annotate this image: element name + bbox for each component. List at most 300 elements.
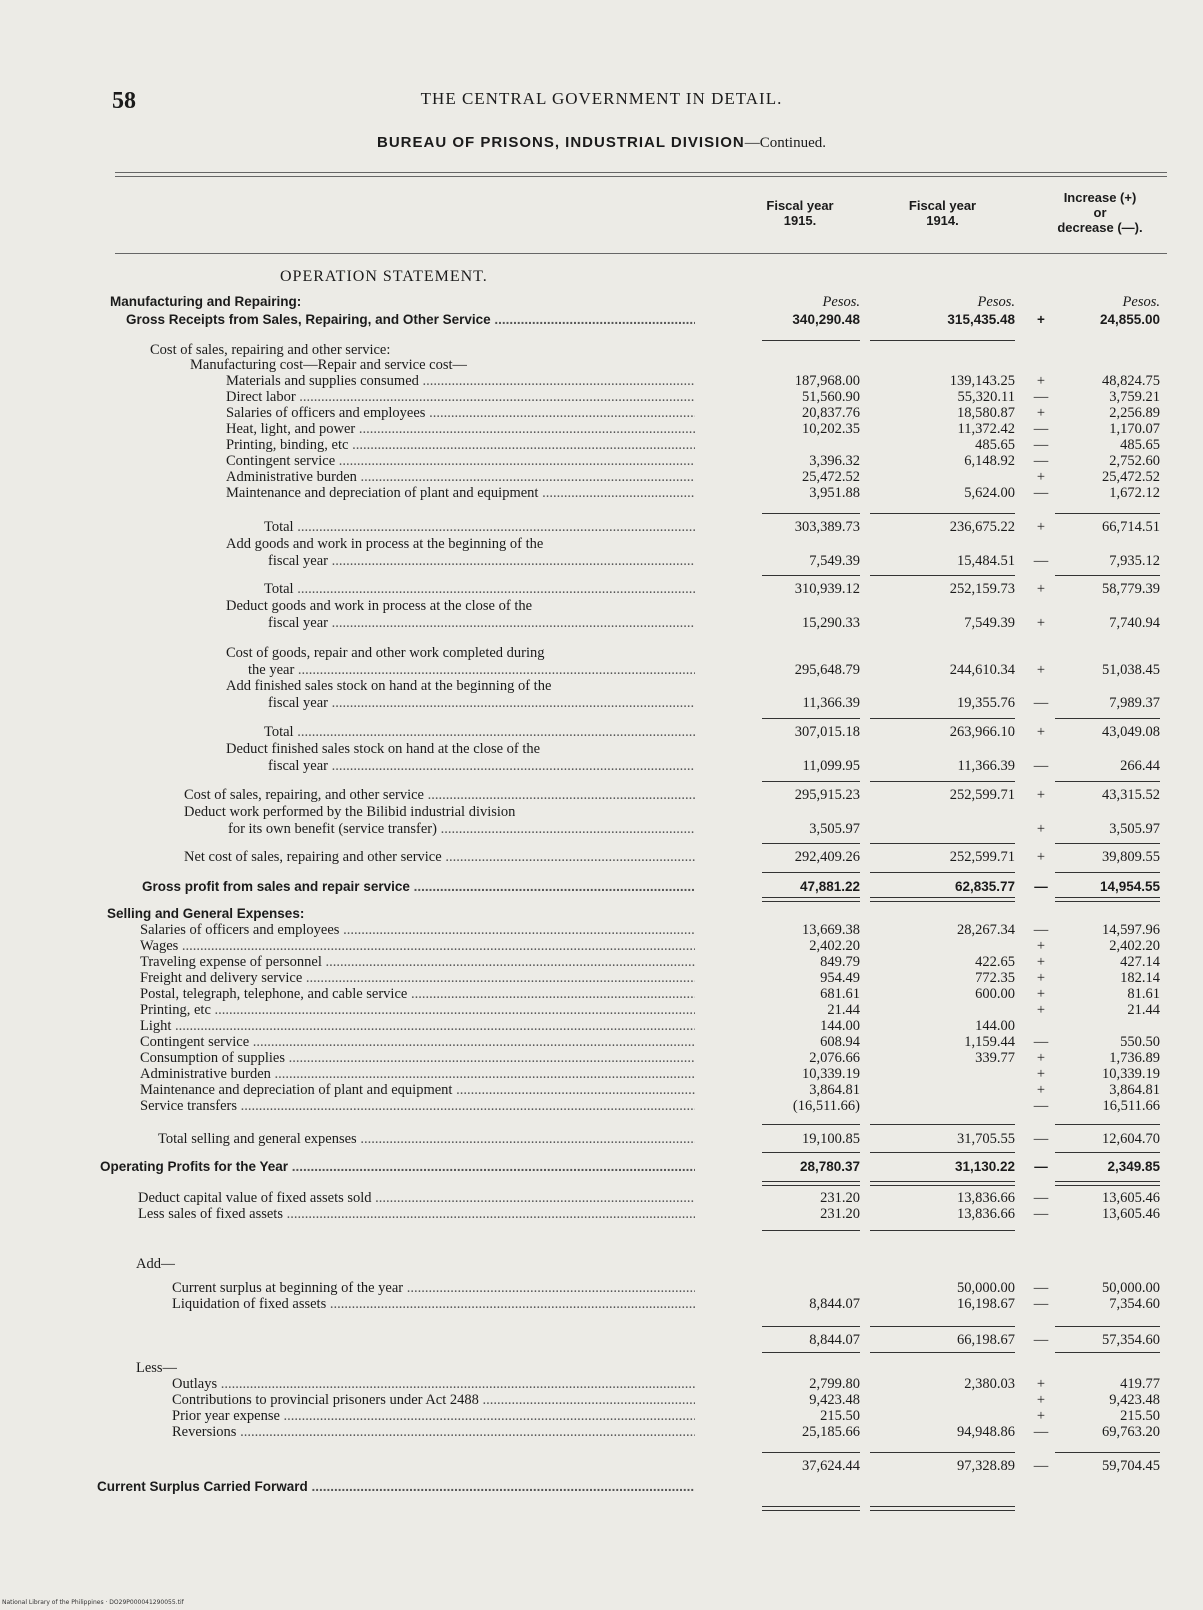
value-fy1914: 1,159.44 — [964, 1034, 1015, 1050]
double-rule — [762, 1506, 860, 1511]
value-fy1915: 292,409.26 — [794, 849, 860, 865]
change-sign: + — [1036, 662, 1046, 678]
table-row — [0, 268, 1203, 286]
value-change: 550.50 — [1120, 1034, 1160, 1050]
row-label: fiscal year ..... — [268, 552, 695, 570]
value-fy1915: 25,472.52 — [802, 469, 860, 485]
row-label: Cost of sales, repairing and other service: — [150, 342, 391, 358]
sum-rule — [1055, 1326, 1160, 1327]
row-label: Gross Receipts from Sales, Repairing, and Other Service ..... — [126, 311, 695, 329]
value-change: 182.14 — [1120, 970, 1160, 986]
row-label: Consumption of supplies ..... — [140, 1049, 695, 1067]
change-sign: + — [1036, 373, 1046, 389]
value-change: 2,752.60 — [1109, 453, 1160, 469]
sum-rule — [870, 718, 1015, 719]
sum-rule — [1055, 1152, 1160, 1153]
change-sign: + — [1036, 615, 1046, 631]
value-change: 66,714.51 — [1102, 519, 1160, 535]
table-row — [0, 535, 1203, 553]
change-sign: — — [1033, 437, 1049, 453]
table-row — [0, 311, 1203, 329]
row-label: Less— — [136, 1360, 178, 1376]
value-change: 3,864.81 — [1109, 1082, 1160, 1098]
change-sign: + — [1036, 938, 1046, 954]
column-header-change-line2: or — [1093, 205, 1107, 220]
row-label: Total selling and general expenses ..... — [158, 1130, 695, 1148]
column-header-fy1915 — [745, 198, 855, 228]
value-fy1914: 772.35 — [975, 970, 1015, 986]
double-rule — [1055, 897, 1160, 902]
value-change: 3,759.21 — [1109, 389, 1160, 405]
value-fy1915: 3,505.97 — [809, 821, 860, 837]
value-change: 14,597.96 — [1102, 922, 1160, 938]
row-label: fiscal year ..... — [268, 757, 695, 775]
sum-rule — [762, 1152, 860, 1153]
table-row — [0, 293, 1203, 311]
value-change: 12,604.70 — [1102, 1131, 1160, 1147]
value-change: 21.44 — [1127, 1002, 1160, 1018]
sum-rule — [762, 513, 860, 514]
value-fy1914: 11,372.42 — [957, 421, 1015, 437]
row-label: Contingent service ..... — [140, 1033, 695, 1051]
value-change: 51,038.45 — [1102, 662, 1160, 678]
value-fy1915: 681.61 — [820, 986, 860, 1002]
double-rule — [1055, 1181, 1160, 1186]
value-change: 39,809.55 — [1102, 849, 1160, 865]
change-sign: — — [1033, 1098, 1049, 1114]
sum-rule — [870, 1352, 1015, 1353]
sum-rule — [1055, 872, 1160, 873]
change-sign: — — [1034, 879, 1048, 894]
row-label: fiscal year ..... — [268, 614, 695, 632]
value-change: 13,605.46 — [1102, 1206, 1160, 1222]
row-label: Wages ..... — [140, 937, 695, 955]
change-sign: — — [1033, 1206, 1049, 1222]
sum-rule — [870, 1124, 1015, 1125]
value-change: 427.14 — [1120, 954, 1160, 970]
row-label: Printing, binding, etc ..... — [226, 436, 695, 454]
row-label: Less sales of fixed assets ..... — [138, 1205, 695, 1223]
table-row — [0, 740, 1203, 758]
sum-rule — [870, 1452, 1015, 1453]
row-label: Contributions to provincial prisoners under Act 2488 ..... — [172, 1391, 695, 1409]
value-change: 43,315.52 — [1102, 787, 1160, 803]
value-fy1915: 608.94 — [820, 1034, 860, 1050]
value-change: 58,779.39 — [1102, 581, 1160, 597]
value-change: 69,763.20 — [1102, 1424, 1160, 1440]
row-label: Salaries of officers and employees ..... — [140, 921, 695, 939]
row-label: Total ..... — [264, 580, 695, 598]
value-change: 1,170.07 — [1109, 421, 1160, 437]
section-title — [0, 134, 1203, 152]
value-fy1914: 2,380.03 — [964, 1376, 1015, 1392]
value-change: 81.61 — [1127, 986, 1160, 1002]
value-change: 2,349.85 — [1107, 1159, 1160, 1174]
table-row — [0, 1331, 1203, 1349]
value-fy1915: Pesos. — [822, 294, 860, 310]
value-fy1915: 21.44 — [827, 1002, 860, 1018]
row-label: Heat, light, and power ..... — [226, 420, 695, 438]
sum-rule — [762, 1124, 860, 1125]
value-change: 7,935.12 — [1109, 553, 1160, 569]
value-fy1915: 10,202.35 — [802, 421, 860, 437]
row-label: Liquidation of fixed assets ..... — [172, 1295, 695, 1313]
row-label: Maintenance and depreciation of plant and equipment ..... — [226, 484, 695, 502]
value-change: 13,605.46 — [1102, 1190, 1160, 1206]
change-sign: — — [1034, 1159, 1048, 1174]
column-header-fy1914-line2: 1914. — [926, 213, 959, 228]
change-sign: + — [1036, 1050, 1046, 1066]
value-fy1915: 303,389.73 — [794, 519, 860, 535]
value-fy1914: Pesos. — [977, 294, 1015, 310]
value-fy1915: 310,939.12 — [794, 581, 860, 597]
change-sign: + — [1036, 1082, 1046, 1098]
value-change: 14,954.55 — [1099, 879, 1160, 894]
column-header-change-line3: decrease (—). — [1057, 220, 1143, 235]
value-change: Pesos. — [1122, 294, 1160, 310]
value-fy1915: 307,015.18 — [794, 724, 860, 740]
table-row — [0, 1097, 1203, 1115]
value-fy1914: 315,435.48 — [947, 312, 1015, 327]
value-change: 1,672.12 — [1109, 485, 1160, 501]
sum-rule — [1055, 781, 1160, 782]
value-fy1915: 19,100.85 — [802, 1131, 860, 1147]
value-fy1914: 252,159.73 — [949, 581, 1015, 597]
table-row — [0, 820, 1203, 838]
row-label: Traveling expense of personnel ..... — [140, 953, 695, 971]
value-fy1914: 97,328.89 — [957, 1458, 1015, 1474]
row-label: OPERATION STATEMENT. — [280, 268, 488, 285]
value-fy1914: 11,366.39 — [957, 758, 1015, 774]
value-fy1915: 10,339.19 — [802, 1066, 860, 1082]
value-fy1914: 144.00 — [975, 1018, 1015, 1034]
value-fy1914: 252,599.71 — [949, 849, 1015, 865]
row-label: Deduct capital value of fixed assets sold ..... — [138, 1189, 695, 1207]
row-label: Direct labor ..... — [226, 388, 695, 406]
value-fy1915: 47,881.22 — [799, 879, 860, 894]
value-fy1915: 2,402.20 — [809, 938, 860, 954]
value-change: 43,049.08 — [1102, 724, 1160, 740]
row-label: Printing, etc ..... — [140, 1001, 695, 1019]
value-change: 3,505.97 — [1109, 821, 1160, 837]
table-row — [0, 1295, 1203, 1313]
sum-rule — [870, 1152, 1015, 1153]
double-rule — [870, 1181, 1015, 1186]
row-label: Total ..... — [264, 518, 695, 536]
table-row — [0, 1205, 1203, 1223]
value-fy1914: 66,198.67 — [957, 1332, 1015, 1348]
change-sign: + — [1036, 1376, 1046, 1392]
change-sign: + — [1036, 1392, 1046, 1408]
value-fy1914: 5,624.00 — [964, 485, 1015, 501]
change-sign: + — [1036, 1002, 1046, 1018]
table-row — [0, 644, 1203, 662]
sum-rule — [762, 575, 860, 576]
change-sign: — — [1033, 1296, 1049, 1312]
value-fy1915: 11,099.95 — [802, 758, 860, 774]
sum-rule — [762, 781, 860, 782]
change-sign: — — [1033, 1131, 1049, 1147]
section-title-rest: —Continued. — [744, 135, 826, 151]
value-fy1915: 25,185.66 — [802, 1424, 860, 1440]
value-fy1915: 849.79 — [820, 954, 860, 970]
row-label: Deduct goods and work in process at the close of the — [226, 598, 533, 614]
value-change: 25,472.52 — [1102, 469, 1160, 485]
row-label: Reversions ..... — [172, 1423, 695, 1441]
table-row — [0, 597, 1203, 615]
table-row — [0, 1158, 1203, 1176]
change-sign: + — [1036, 405, 1046, 421]
change-sign: — — [1033, 1034, 1049, 1050]
row-label: Deduct finished sales stock on hand at the close of the — [226, 741, 541, 757]
row-label: Postal, telegraph, telephone, and cable service ..... — [140, 985, 695, 1003]
value-fy1915: 215.50 — [820, 1408, 860, 1424]
table-row — [0, 1130, 1203, 1148]
change-sign: + — [1036, 970, 1046, 986]
section-title-caps: BUREAU OF PRISONS, INDUSTRIAL DIVISION — [376, 134, 745, 151]
double-rule — [870, 897, 1015, 902]
row-label: Administrative burden ..... — [140, 1065, 695, 1083]
change-sign: + — [1036, 581, 1046, 597]
table-row — [0, 848, 1203, 866]
table-row — [0, 694, 1203, 712]
sum-rule — [870, 781, 1015, 782]
change-sign: + — [1037, 312, 1045, 327]
value-fy1914: 19,355.76 — [957, 695, 1015, 711]
column-header-fy1915-line1: Fiscal year — [766, 198, 834, 213]
value-fy1915: 231.20 — [820, 1190, 860, 1206]
value-change: 266.44 — [1120, 758, 1160, 774]
sum-rule — [1055, 513, 1160, 514]
change-sign: — — [1033, 485, 1049, 501]
value-fy1915: 15,290.33 — [802, 615, 860, 631]
value-fy1914: 18,580.87 — [957, 405, 1015, 421]
table-row — [0, 786, 1203, 804]
value-fy1914: 6,148.92 — [964, 453, 1015, 469]
double-rule — [870, 1506, 1015, 1511]
value-fy1915: 295,648.79 — [794, 662, 860, 678]
change-sign: — — [1033, 1280, 1049, 1296]
change-sign: + — [1036, 1408, 1046, 1424]
value-fy1914: 244,610.34 — [949, 662, 1015, 678]
row-label: Current surplus at beginning of the year ..... — [172, 1279, 695, 1297]
row-label: Operating Profits for the Year ..... — [100, 1158, 695, 1176]
row-label: Total ..... — [264, 723, 695, 741]
value-change: 1,736.89 — [1109, 1050, 1160, 1066]
change-sign: + — [1036, 519, 1046, 535]
change-sign: + — [1036, 954, 1046, 970]
value-change: 48,824.75 — [1102, 373, 1160, 389]
row-label: Manufacturing and Repairing: — [110, 294, 302, 309]
row-label: Light ..... — [140, 1017, 695, 1035]
value-change: 215.50 — [1120, 1408, 1160, 1424]
value-fy1915: 187,968.00 — [794, 373, 860, 389]
row-label: Administrative burden ..... — [226, 468, 695, 486]
change-sign: — — [1033, 1190, 1049, 1206]
value-fy1915: 51,560.90 — [802, 389, 860, 405]
page-number: 58 — [112, 88, 136, 114]
sum-rule — [1055, 1352, 1160, 1353]
value-change: 7,740.94 — [1109, 615, 1160, 631]
value-change: 24,855.00 — [1099, 312, 1160, 327]
sum-rule — [762, 340, 860, 341]
sum-rule — [762, 1352, 860, 1353]
value-fy1915: 7,549.39 — [809, 553, 860, 569]
change-sign: — — [1033, 758, 1049, 774]
value-change: 419.77 — [1120, 1376, 1160, 1392]
row-label: fiscal year ..... — [268, 694, 695, 712]
value-fy1914: 252,599.71 — [949, 787, 1015, 803]
row-label: Service transfers ..... — [140, 1097, 695, 1115]
value-fy1914: 13,836.66 — [957, 1190, 1015, 1206]
value-fy1915: 295,915.23 — [794, 787, 860, 803]
row-label: Add goods and work in process at the beginning of the — [226, 536, 544, 552]
column-header-fy1915-line2: 1915. — [783, 213, 817, 228]
change-sign: + — [1036, 1066, 1046, 1082]
value-fy1915: 3,396.32 — [809, 453, 860, 469]
change-sign: + — [1036, 469, 1046, 485]
column-header-change — [1030, 190, 1170, 235]
value-fy1914: 31,705.55 — [957, 1131, 1015, 1147]
sum-rule — [1055, 843, 1160, 844]
sum-rule — [1055, 575, 1160, 576]
change-sign: + — [1036, 986, 1046, 1002]
value-fy1915: 13,669.38 — [802, 922, 860, 938]
value-fy1914: 62,835.77 — [954, 879, 1015, 894]
table-row — [0, 1255, 1203, 1273]
row-label: Gross profit from sales and repair service ..... — [142, 878, 695, 896]
sum-rule — [1055, 1452, 1160, 1453]
sum-rule — [762, 718, 860, 719]
value-fy1915: 8,844.07 — [809, 1332, 860, 1348]
row-label: the year ..... — [248, 661, 695, 679]
sum-rule — [870, 1230, 1015, 1231]
value-change: 57,354.60 — [1102, 1332, 1160, 1348]
value-fy1915: 3,951.88 — [809, 485, 860, 501]
sum-rule — [1055, 718, 1160, 719]
value-fy1914: 485.65 — [975, 437, 1015, 453]
value-fy1915: 340,290.48 — [792, 312, 860, 327]
table-row — [0, 723, 1203, 741]
row-label: Add finished sales stock on hand at the beginning of the — [226, 678, 552, 694]
value-fy1914: 139,143.25 — [949, 373, 1015, 389]
value-fy1914: 600.00 — [975, 986, 1015, 1002]
value-change: 59,704.45 — [1102, 1458, 1160, 1474]
table-row — [0, 484, 1203, 502]
value-change: 2,402.20 — [1109, 938, 1160, 954]
table-row — [0, 1457, 1203, 1475]
value-fy1914: 236,675.22 — [949, 519, 1015, 535]
value-fy1915: 144.00 — [820, 1018, 860, 1034]
sum-rule — [870, 513, 1015, 514]
value-fy1914: 13,836.66 — [957, 1206, 1015, 1222]
scan-footer: National Library of the Philippines · DO29P000041290055.tif — [2, 1599, 184, 1606]
value-fy1915: 231.20 — [820, 1206, 860, 1222]
value-fy1915: 37,624.44 — [802, 1458, 860, 1474]
table-row — [0, 1423, 1203, 1441]
value-change: 16,511.66 — [1102, 1098, 1160, 1114]
value-fy1915: 20,837.76 — [802, 405, 860, 421]
change-sign: — — [1033, 553, 1049, 569]
change-sign: + — [1036, 849, 1046, 865]
value-change: 7,354.60 — [1109, 1296, 1160, 1312]
value-fy1915: 2,076.66 — [809, 1050, 860, 1066]
row-label: for its own benefit (service transfer) ..... — [228, 820, 695, 838]
value-fy1915: 11,366.39 — [802, 695, 860, 711]
sum-rule — [870, 340, 1015, 341]
change-sign: — — [1033, 1332, 1049, 1348]
row-label: Cost of sales, repairing, and other service ..... — [184, 786, 695, 804]
column-header-fy1914-line1: Fiscal year — [908, 198, 977, 213]
value-fy1915: 9,423.48 — [809, 1392, 860, 1408]
row-label: Freight and delivery service ..... — [140, 969, 695, 987]
sum-rule — [870, 1326, 1015, 1327]
value-fy1915: 3,864.81 — [809, 1082, 860, 1098]
value-change: 485.65 — [1120, 437, 1160, 453]
row-label: Materials and supplies consumed ..... — [226, 372, 695, 390]
value-fy1914: 16,198.67 — [957, 1296, 1015, 1312]
value-fy1915: 8,844.07 — [809, 1296, 860, 1312]
value-change: 9,423.48 — [1109, 1392, 1160, 1408]
value-fy1914: 94,948.86 — [957, 1424, 1015, 1440]
table-row — [0, 518, 1203, 536]
row-label: Salaries of officers and employees ..... — [226, 404, 695, 422]
sum-rule — [870, 843, 1015, 844]
change-sign: — — [1033, 695, 1049, 711]
value-change: 50,000.00 — [1102, 1280, 1160, 1296]
row-label: Add— — [136, 1256, 176, 1272]
value-fy1915: 2,799.80 — [809, 1376, 860, 1392]
value-change: 2,256.89 — [1109, 405, 1160, 421]
row-label: Current Surplus Carried Forward ..... — [97, 1478, 695, 1496]
change-sign: + — [1036, 821, 1046, 837]
row-label: Selling and General Expenses: — [107, 906, 305, 921]
value-fy1915: 954.49 — [820, 970, 860, 986]
change-sign: — — [1033, 389, 1049, 405]
change-sign: + — [1036, 787, 1046, 803]
value-fy1914: 422.65 — [975, 954, 1015, 970]
row-label: Net cost of sales, repairing and other service ..... — [184, 848, 695, 866]
value-fy1914: 31,130.22 — [954, 1159, 1015, 1174]
change-sign: — — [1033, 453, 1049, 469]
double-rule — [762, 897, 860, 902]
change-sign: — — [1033, 1458, 1049, 1474]
value-change: 7,989.37 — [1109, 695, 1160, 711]
sum-rule — [762, 872, 860, 873]
sum-rule — [870, 575, 1015, 576]
sum-rule — [762, 843, 860, 844]
value-fy1914: 55,320.11 — [957, 389, 1015, 405]
table-row — [0, 677, 1203, 695]
value-fy1914: 50,000.00 — [957, 1280, 1015, 1296]
header-rule-bottom — [115, 253, 1167, 254]
row-label: Prior year expense ..... — [172, 1407, 695, 1425]
sum-rule — [762, 1326, 860, 1327]
double-rule — [762, 1181, 860, 1186]
change-sign: — — [1033, 421, 1049, 437]
row-label: Outlays ..... — [172, 1375, 695, 1393]
value-fy1914: 28,267.34 — [957, 922, 1015, 938]
change-sign: — — [1033, 1424, 1049, 1440]
sum-rule — [762, 1230, 860, 1231]
sum-rule — [762, 1452, 860, 1453]
change-sign: + — [1036, 724, 1046, 740]
table-row — [0, 1478, 1203, 1496]
sum-rule — [870, 872, 1015, 873]
column-header-fy1914 — [880, 198, 1005, 228]
header-rule-top — [115, 172, 1167, 173]
table-row — [0, 580, 1203, 598]
